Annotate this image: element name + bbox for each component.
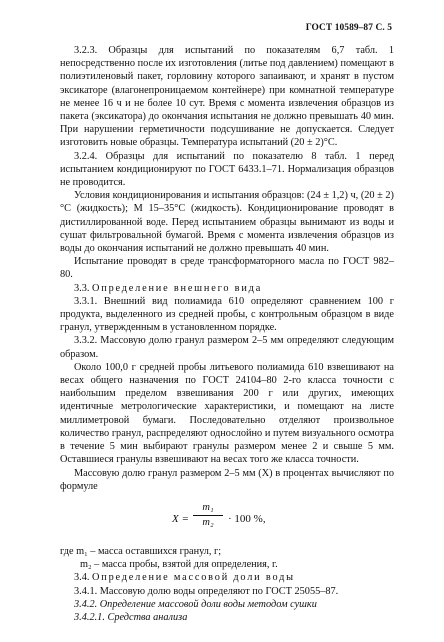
where-line-2: m₂ – масса пробы, взятой для определения, г.: [80, 559, 278, 571]
paragraph-3-3-2: 3.3.2. Массовую долю гранул размером 2–5 мм определяют следующим образом.: [60, 335, 394, 360]
paragraph-conditions: Условия кондиционирования и испытания образцов: (24 ± 1,2) ч, (20 ± 2)°С (жидкость); М 15–35°С (жидкость). Кондиционирование проводят в дистиллированной воде. Перед испытанием образцы вынимают из воды и сушат фильтровальной бумагой. Время с момента извлечения образцов из воды до окончания испытаний не должно превышать 40 мин.: [60, 190, 394, 255]
paragraph-3-4-2: 3.4.2. Определение массовой доли воды методом сушки: [74, 598, 317, 610]
where-line-1: где m₁ – масса оставшихся гранул, г;: [60, 545, 222, 557]
paragraph-formula-intro: Массовую долю гранул размером 2–5 мм (X) в процентах вычисляют по формуле: [60, 467, 394, 492]
formula-lhs: X =: [172, 512, 189, 525]
paragraph-3-3-1: 3.3.1. Внешний вид полиамида 610 определяют сравнением 100 г продукта, выделенного из средней пробы, с контрольным образцом в виде гранул, утвержденным в установленном порядке.: [60, 295, 394, 334]
section-heading-3-3: [60, 282, 394, 295]
paragraph-procedure: Около 100,0 г средней пробы литьевого полиамида 610 взвешивают на весах общего назначения по ГОСТ 24104–80 2-го класса точности с наибольшим пределом взвешивания 200 г или других, имеющих идентичные метрологические характеристики, и помещают на листе миллиметровой бумаги. Последовательно отделяют произвольное количество гранул, распределяют однослойно и путем визуального осмотра в течение 5 мин выбирают гранулы размером менее 2 и свыше 5 мм. Оставшиеся гранулы взвешивают на весах того же класса точности.: [60, 361, 394, 466]
formula-numerator: m₁: [193, 501, 223, 516]
section-number: 3.3.: [74, 282, 90, 294]
formula-fraction: [193, 501, 223, 530]
formula: [60, 499, 394, 543]
formula-denominator: m₂: [202, 516, 214, 528]
page-header: ГОСТ 10589–87 С. 5: [305, 23, 392, 33]
paragraph-3-2-3: 3.2.3. Образцы для испытаний по показателям 6,7 табл. 1 непосредственно после их изготовления (литье под давлением) помещают в полиэтиленовый пакет, горловину которого запаивают, и хранят в пустом эксикаторе (влагонепроницаемом контейнере) при комнатной температуре не менее 16 ч и не более 10 сут. Время с момента извлечения образцов из пакета (эксикатора) до окончания испытания не должно превышать 40 мин. При нарушении герметичности подсушивание не допускается. Следует изготовить новые образцы. Температура испытаний (20 ± 2)°С.: [60, 45, 394, 149]
section-title: Определение внешнего вида: [92, 282, 263, 294]
paragraph-3-2-4: 3.2.4. Образцы для испытаний по показателю 8 табл. 1 перед испытанием кондиционируют по ГОСТ 6433.1–71. Нормализация образцов не проводится.: [60, 150, 394, 189]
section-number: 3.4.: [74, 572, 90, 584]
formula-rhs: · 100 %,: [228, 512, 266, 525]
section-heading-3-4: [60, 571, 394, 584]
document-body: [60, 44, 394, 624]
paragraph-test-medium: Испытание проводят в среде трансформаторного масла по ГОСТ 982–80.: [60, 256, 394, 281]
paragraph-3-4-1: 3.4.1. Массовую долю воды определяют по ГОСТ 25055–87.: [74, 585, 339, 597]
paragraph-3-4-2-1: 3.4.2.1. Средства анализа: [74, 611, 188, 623]
section-title: Определение массовой доли воды: [92, 572, 295, 584]
